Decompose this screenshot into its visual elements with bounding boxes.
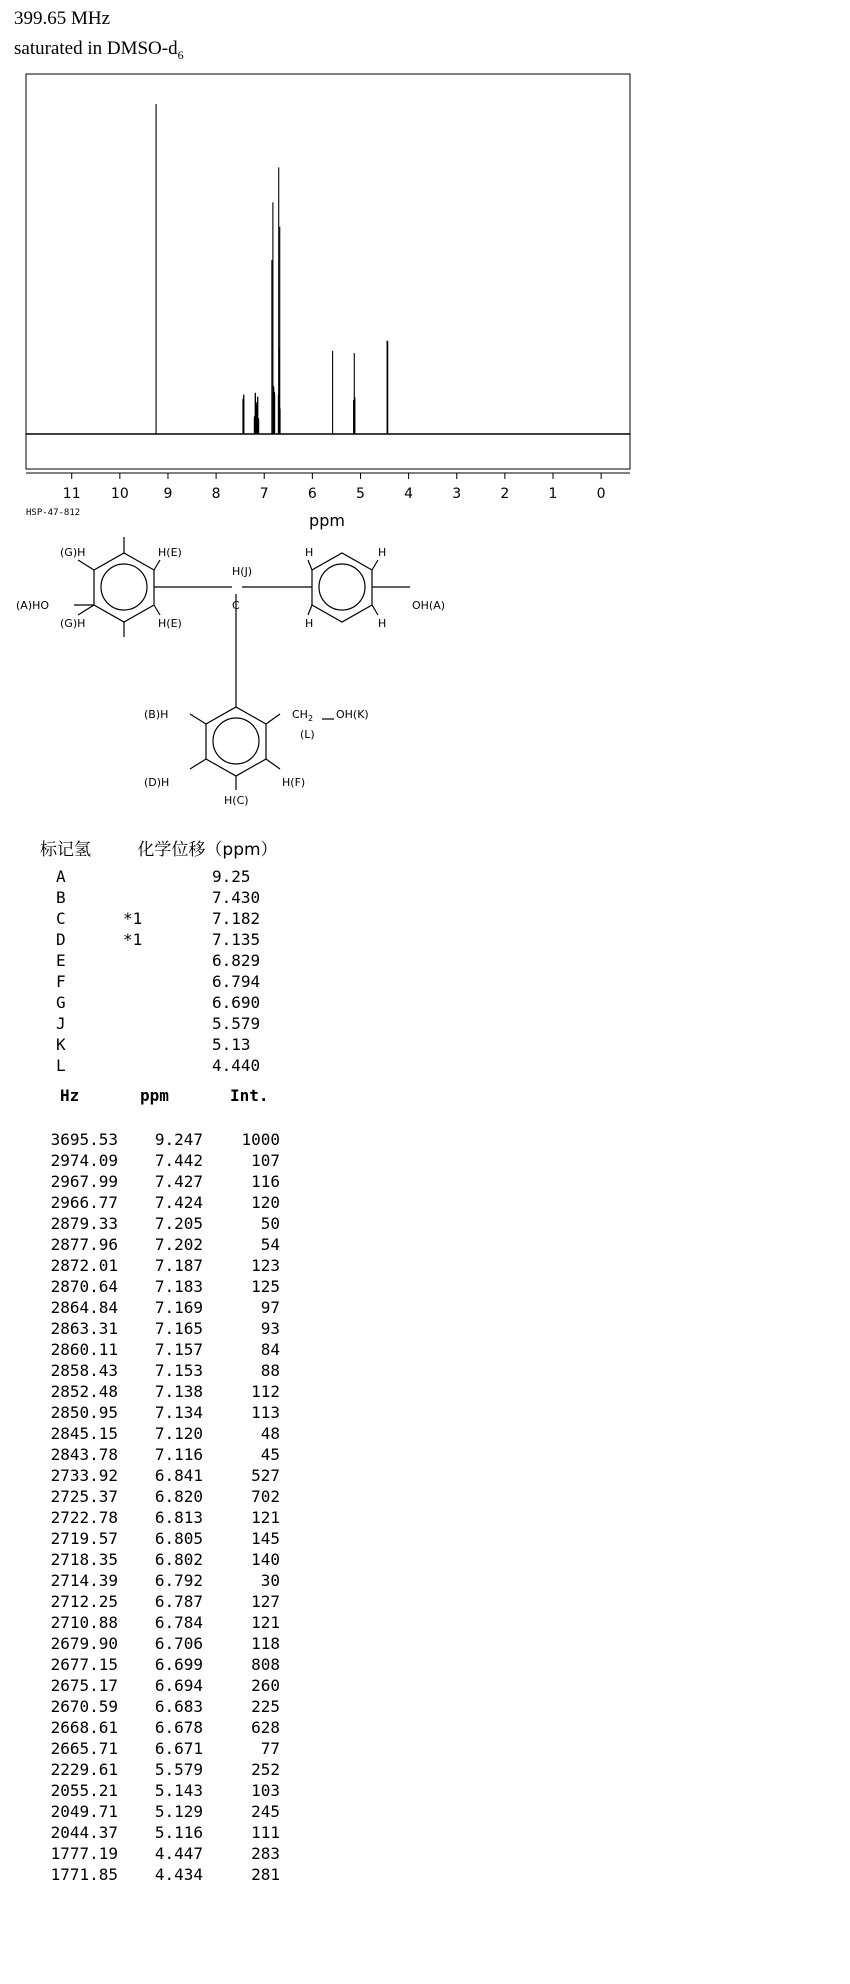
peak-ppm: 6.820 (154, 1487, 203, 1506)
assignment-label: K (56, 1035, 66, 1054)
peak-row (38, 1340, 338, 1361)
label-ha-left: (A)HO (16, 599, 50, 612)
peak-row (38, 1466, 338, 1487)
label-hj: H(J) (232, 565, 253, 578)
col-int-header: Int. (230, 1086, 269, 1105)
peak-ppm: 4.434 (154, 1865, 203, 1884)
peak-ppm: 6.841 (154, 1466, 203, 1485)
peak-hz: 2044.37 (50, 1823, 118, 1842)
assignment-ppm: 6.829 (212, 951, 261, 970)
assignment-ppm: 6.690 (212, 993, 261, 1012)
peak-ppm: 5.143 (154, 1781, 203, 1800)
peak-intensity: 88 (260, 1361, 280, 1380)
x-axis-label: ppm (309, 511, 345, 530)
peak-ppm: 5.579 (154, 1760, 203, 1779)
peak-hz: 2725.37 (50, 1487, 118, 1506)
x-tick-label: 0 (596, 486, 606, 502)
peak-intensity: 48 (260, 1424, 280, 1443)
peak-row (38, 1571, 338, 1592)
peak-ppm: 6.699 (154, 1655, 203, 1674)
label-hf: H(F) (282, 776, 306, 789)
peak-row (38, 1214, 338, 1235)
peak-lines (156, 104, 388, 434)
label-ch2 (292, 708, 313, 723)
peak-row (38, 1844, 338, 1865)
label-ch2-main: CH (292, 708, 308, 721)
sample-code: HSP-47-812 (26, 508, 81, 518)
peak-intensity: 116 (251, 1172, 280, 1191)
peak-row (38, 1172, 338, 1193)
peak-ppm: 7.116 (154, 1445, 203, 1464)
peak-intensity: 281 (251, 1865, 280, 1884)
assignment-label: E (56, 951, 66, 970)
peak-row (38, 1487, 338, 1508)
solvent-text: saturated in DMSO-d (14, 38, 178, 59)
peak-ppm: 6.813 (154, 1508, 203, 1527)
peak-intensity: 123 (251, 1256, 280, 1275)
peak-intensity: 54 (260, 1235, 280, 1254)
assignment-ppm: 4.440 (212, 1056, 261, 1075)
peak-row (38, 1781, 338, 1802)
peak-ppm: 7.202 (154, 1235, 203, 1254)
peak-ppm: 7.442 (154, 1151, 203, 1170)
peak-row (38, 1319, 338, 1340)
peak-intensity: 84 (260, 1340, 280, 1359)
peak-hz: 2974.09 (50, 1151, 118, 1170)
x-tick-label: 8 (211, 486, 221, 502)
left-phenol-ring (74, 537, 232, 637)
assignment-ppm: 5.579 (212, 1014, 261, 1033)
x-tick-label: 6 (307, 486, 317, 502)
peak-table (38, 1130, 338, 1886)
assignment-ppm: 7.430 (212, 888, 261, 907)
peak-hz: 2668.61 (50, 1718, 118, 1737)
peak-intensity: 140 (251, 1550, 280, 1569)
peak-hz: 2879.33 (50, 1214, 118, 1233)
peak-row (38, 1235, 338, 1256)
assignment-header-label: 标记氢 (40, 840, 91, 860)
peak-intensity: 118 (251, 1634, 280, 1653)
right-phenol-ring (242, 553, 410, 622)
peak-hz: 2843.78 (50, 1445, 118, 1464)
label-gh-bottom: (G)H (60, 617, 86, 630)
label-h-top-right-1: H (305, 546, 314, 559)
label-bh: (B)H (144, 708, 169, 721)
peak-intensity: 145 (251, 1529, 280, 1548)
peak-intensity: 77 (260, 1739, 280, 1758)
assignment-ppm: 7.135 (212, 930, 261, 949)
peak-hz: 2872.01 (50, 1256, 118, 1275)
peak-ppm: 7.165 (154, 1319, 203, 1338)
peak-intensity: 30 (260, 1571, 280, 1590)
peak-intensity: 50 (260, 1214, 280, 1233)
assignment-label: B (56, 888, 66, 907)
x-tick-label: 3 (452, 486, 462, 502)
col-hz-header: Hz (60, 1086, 80, 1105)
label-c-center: C (232, 599, 240, 612)
peak-hz: 2679.90 (50, 1634, 118, 1653)
peak-hz: 2710.88 (50, 1613, 118, 1632)
label-h-bottom-right-2: H (378, 617, 387, 630)
peak-row (38, 1592, 338, 1613)
peak-row (38, 1508, 338, 1529)
peak-row (38, 1424, 338, 1445)
peak-hz: 2055.21 (50, 1781, 118, 1800)
peak-hz: 2718.35 (50, 1550, 118, 1569)
peak-row (38, 1613, 338, 1634)
x-tick-label: 7 (259, 486, 269, 502)
assignment-header-shift: 化学位移（ppm） (137, 840, 278, 860)
peak-ppm: 5.129 (154, 1802, 203, 1821)
peak-intensity: 107 (251, 1151, 280, 1170)
peak-intensity: 702 (251, 1487, 280, 1506)
peak-row (38, 1403, 338, 1424)
peak-row (38, 1655, 338, 1676)
peak-intensity: 245 (251, 1802, 280, 1821)
peak-intensity: 97 (260, 1298, 280, 1317)
label-dh: (D)H (144, 776, 170, 789)
x-tick-label: 10 (110, 486, 129, 502)
peak-ppm: 9.247 (154, 1130, 203, 1149)
peak-hz: 2714.39 (50, 1571, 118, 1590)
peak-ppm: 6.683 (154, 1697, 203, 1716)
peak-intensity: 628 (251, 1718, 280, 1737)
peak-row (38, 1739, 338, 1760)
peak-hz: 2966.77 (50, 1193, 118, 1212)
peak-row (38, 1676, 338, 1697)
peak-hz: 2670.59 (50, 1697, 118, 1716)
peak-ppm: 6.678 (154, 1718, 203, 1737)
assignment-ppm: 7.182 (212, 909, 261, 928)
peak-row (38, 1802, 338, 1823)
peak-ppm: 6.694 (154, 1676, 203, 1695)
peak-row (38, 1277, 338, 1298)
peak-intensity: 527 (251, 1466, 280, 1485)
peak-hz: 2712.25 (50, 1592, 118, 1611)
label-hc: H(C) (224, 794, 249, 807)
peak-hz: 2845.15 (50, 1424, 118, 1443)
peak-intensity: 121 (251, 1613, 280, 1632)
assignment-header (40, 835, 278, 860)
peak-intensity: 103 (251, 1781, 280, 1800)
x-tick-label: 2 (500, 486, 510, 502)
peak-ppm: 5.116 (154, 1823, 203, 1842)
label-oh-k: OH(K) (336, 708, 369, 721)
peak-ppm: 7.183 (154, 1277, 203, 1296)
peak-ppm: 7.205 (154, 1214, 203, 1233)
assignment-label: D (56, 930, 66, 949)
plot-frame (26, 74, 630, 469)
assignment-ppm: 5.13 (212, 1035, 251, 1054)
peak-ppm: 6.784 (154, 1613, 203, 1632)
peak-ppm: 6.787 (154, 1592, 203, 1611)
peak-ppm: 7.427 (154, 1172, 203, 1191)
x-tick-label: 11 (62, 486, 81, 502)
peak-intensity: 252 (251, 1760, 280, 1779)
x-tick-label: 1 (548, 486, 558, 502)
assignment-ppm: 6.794 (212, 972, 261, 991)
peak-ppm: 7.169 (154, 1298, 203, 1317)
peak-ppm: 7.157 (154, 1340, 203, 1359)
peak-ppm: 7.153 (154, 1361, 203, 1380)
solvent-subscript: 6 (177, 47, 184, 62)
peak-hz: 2864.84 (50, 1298, 118, 1317)
peak-row (38, 1256, 338, 1277)
peak-hz: 2665.71 (50, 1739, 118, 1758)
peak-hz: 2852.48 (50, 1382, 118, 1401)
nmr-spectrum-chart (0, 0, 850, 530)
peak-ppm: 7.120 (154, 1424, 203, 1443)
peak-hz: 1777.19 (50, 1844, 118, 1863)
peak-hz: 2675.17 (50, 1676, 118, 1695)
x-tick-label: 5 (356, 486, 365, 502)
peak-hz: 3695.53 (50, 1130, 118, 1149)
peak-row (38, 1445, 338, 1466)
peak-row (38, 1550, 338, 1571)
peak-row (38, 1193, 338, 1214)
peak-intensity: 113 (251, 1403, 280, 1422)
chemical-structure (0, 530, 480, 850)
x-ticks (63, 473, 606, 502)
assignment-label: G (56, 993, 66, 1012)
peak-hz: 2967.99 (50, 1172, 118, 1191)
peak-ppm: 6.792 (154, 1571, 203, 1590)
peak-ppm: 6.706 (154, 1634, 203, 1653)
peak-row (38, 1382, 338, 1403)
peak-intensity: 225 (251, 1697, 280, 1716)
peak-ppm: 6.805 (154, 1529, 203, 1548)
peak-hz: 2049.71 (50, 1802, 118, 1821)
peak-row (38, 1697, 338, 1718)
peak-intensity: 808 (251, 1655, 280, 1674)
peak-ppm: 7.187 (154, 1256, 203, 1275)
peak-intensity: 112 (251, 1382, 280, 1401)
peak-hz: 2719.57 (50, 1529, 118, 1548)
assignment-note: *1 (123, 930, 143, 949)
peak-row (38, 1760, 338, 1781)
peak-hz: 2677.15 (50, 1655, 118, 1674)
label-ch2-sub: 2 (307, 714, 314, 723)
peak-ppm: 4.447 (154, 1844, 203, 1863)
peak-row (38, 1865, 338, 1886)
label-h-bottom-right-1: H (305, 617, 314, 630)
peak-ppm: 6.671 (154, 1739, 203, 1758)
peak-hz: 2858.43 (50, 1361, 118, 1380)
peak-row (38, 1823, 338, 1844)
peak-hz: 2722.78 (50, 1508, 118, 1527)
peak-intensity: 260 (251, 1676, 280, 1695)
peak-hz: 2870.64 (50, 1277, 118, 1296)
x-tick-label: 9 (163, 486, 173, 502)
label-l: (L) (300, 728, 315, 741)
label-oh-right: OH(A) (412, 599, 446, 612)
assignment-note: *1 (123, 909, 143, 928)
peak-hz: 2877.96 (50, 1235, 118, 1254)
peak-intensity: 127 (251, 1592, 280, 1611)
peak-ppm: 6.802 (154, 1550, 203, 1569)
x-tick-label: 4 (404, 486, 414, 502)
peak-hz: 2860.11 (50, 1340, 118, 1359)
assignment-label: C (56, 909, 66, 928)
peak-row (38, 1361, 338, 1382)
peak-row (38, 1529, 338, 1550)
assignment-label: F (56, 972, 66, 991)
peak-intensity: 45 (260, 1445, 280, 1464)
label-he-bottom: H(E) (158, 617, 182, 630)
structure-labels (16, 546, 445, 807)
peak-intensity: 1000 (241, 1130, 280, 1149)
peak-intensity: 283 (251, 1844, 280, 1863)
peak-intensity: 125 (251, 1277, 280, 1296)
peak-row (38, 1634, 338, 1655)
peak-hz: 2229.61 (50, 1760, 118, 1779)
peak-intensity: 111 (251, 1823, 280, 1842)
peak-hz: 2863.31 (50, 1319, 118, 1338)
peak-ppm: 7.134 (154, 1403, 203, 1422)
assignment-label: L (56, 1056, 66, 1075)
peak-hz: 2733.92 (50, 1466, 118, 1485)
peak-intensity: 120 (251, 1193, 280, 1212)
spectrometer-frequency: 399.65 MHz (14, 8, 111, 29)
assignment-label: A (56, 867, 66, 886)
col-ppm-header: ppm (140, 1086, 169, 1105)
peak-hz: 2850.95 (50, 1403, 118, 1422)
peak-intensity: 121 (251, 1508, 280, 1527)
peak-row (38, 1151, 338, 1172)
peak-hz: 1771.85 (50, 1865, 118, 1884)
peak-row (38, 1298, 338, 1319)
assignment-ppm: 9.25 (212, 867, 251, 886)
assignment-label: J (56, 1014, 66, 1033)
peak-ppm: 7.138 (154, 1382, 203, 1401)
label-gh-top: (G)H (60, 546, 86, 559)
label-he-top: H(E) (158, 546, 182, 559)
peak-intensity: 93 (260, 1319, 280, 1338)
peak-ppm: 7.424 (154, 1193, 203, 1212)
label-h-top-right-2: H (378, 546, 387, 559)
peak-row (38, 1718, 338, 1739)
peak-row (38, 1130, 338, 1151)
